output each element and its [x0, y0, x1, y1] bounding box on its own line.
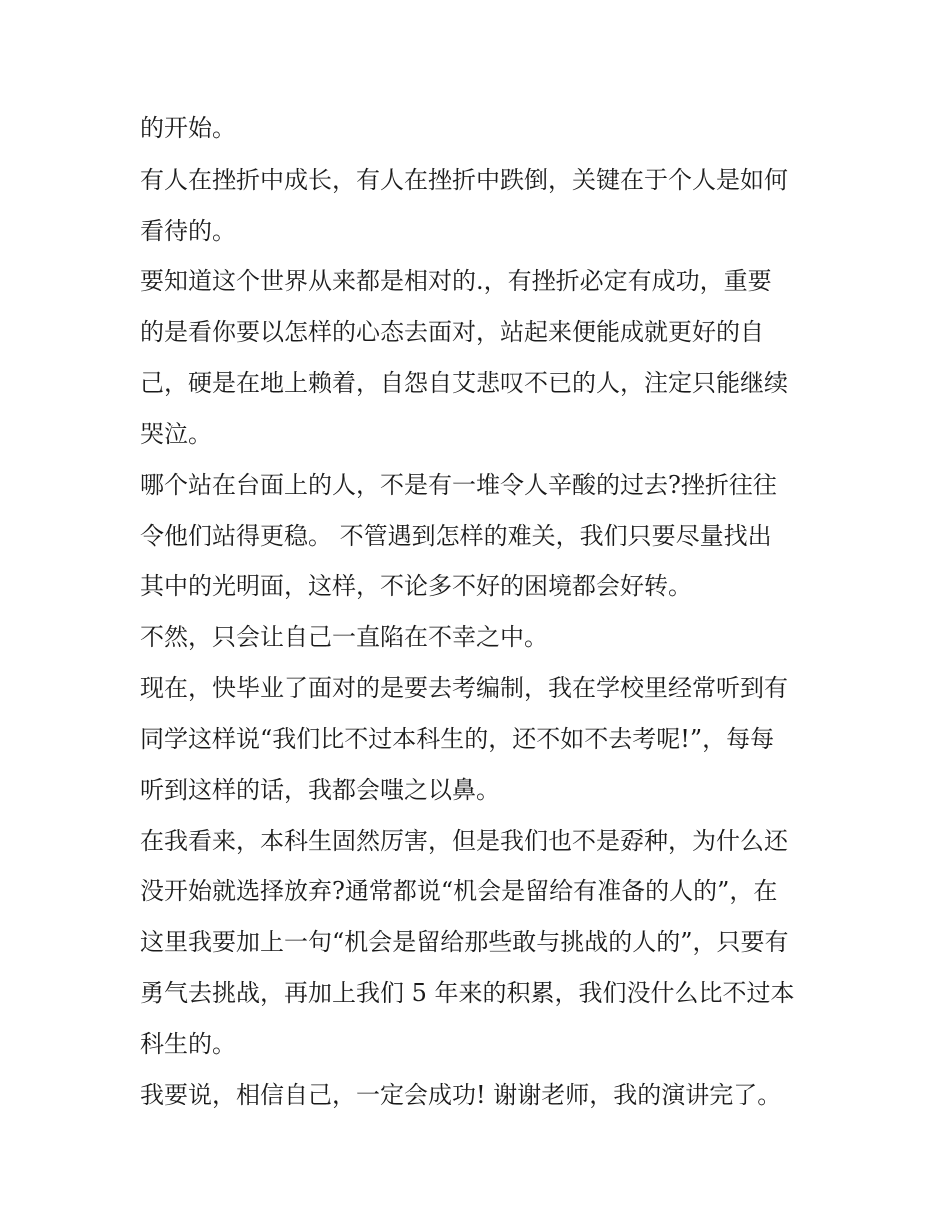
text-line: 科生的。	[140, 1030, 236, 1058]
text-line: 哪个站在台面上的人，不是有一堆令人辛酸的过去?挫折往往	[140, 471, 777, 499]
text-line: 的开始。	[140, 114, 236, 142]
text-line: 令他们站得更稳。 不管遇到怎样的难关，我们只要尽量找出	[140, 522, 772, 550]
text-line: 有人在挫折中成长，有人在挫折中跌倒，关键在于个人是如何	[140, 166, 788, 194]
text-line: 听到这样的话，我都会嗤之以鼻。	[140, 776, 500, 804]
text-line: 其中的光明面，这样，不论多不好的困境都会好转。	[140, 572, 692, 600]
text-line: 同学这样说“我们比不过本科生的，还不如不去考呢!”，每每	[140, 725, 775, 753]
text-line: 要知道这个世界从来都是相对的.，有挫折必定有成功，重要	[140, 267, 772, 295]
text-line: 这里我要加上一句“机会是留给那些敢与挑战的人的”，只要有	[140, 928, 789, 956]
text-line: 不然，只会让自己一直陷在不幸之中。	[140, 623, 548, 651]
text-line: 看待的。	[140, 217, 236, 245]
text-line: 现在，快毕业了面对的是要去考编制，我在学校里经常听到有	[140, 674, 788, 702]
text-line: 没开始就选择放弃?通常都说“机会是留给有准备的人的”，在	[140, 877, 778, 905]
text-line: 哭泣。	[140, 420, 212, 448]
text-line: 我要说，相信自己，一定会成功! 谢谢老师，我的演讲完了。	[140, 1081, 782, 1109]
text-line: 在我看来，本科生固然厉害，但是我们也不是孬种，为什么还	[140, 827, 788, 855]
text-line: 的是看你要以怎样的心态去面对，站起来便能成就更好的自	[140, 318, 764, 346]
text-line: 勇气去挑战，再加上我们 5 年来的积累，我们没什么比不过本	[140, 979, 795, 1007]
text-line: 己，硬是在地上赖着，自怨自艾悲叹不已的人，注定只能继续	[140, 369, 788, 397]
